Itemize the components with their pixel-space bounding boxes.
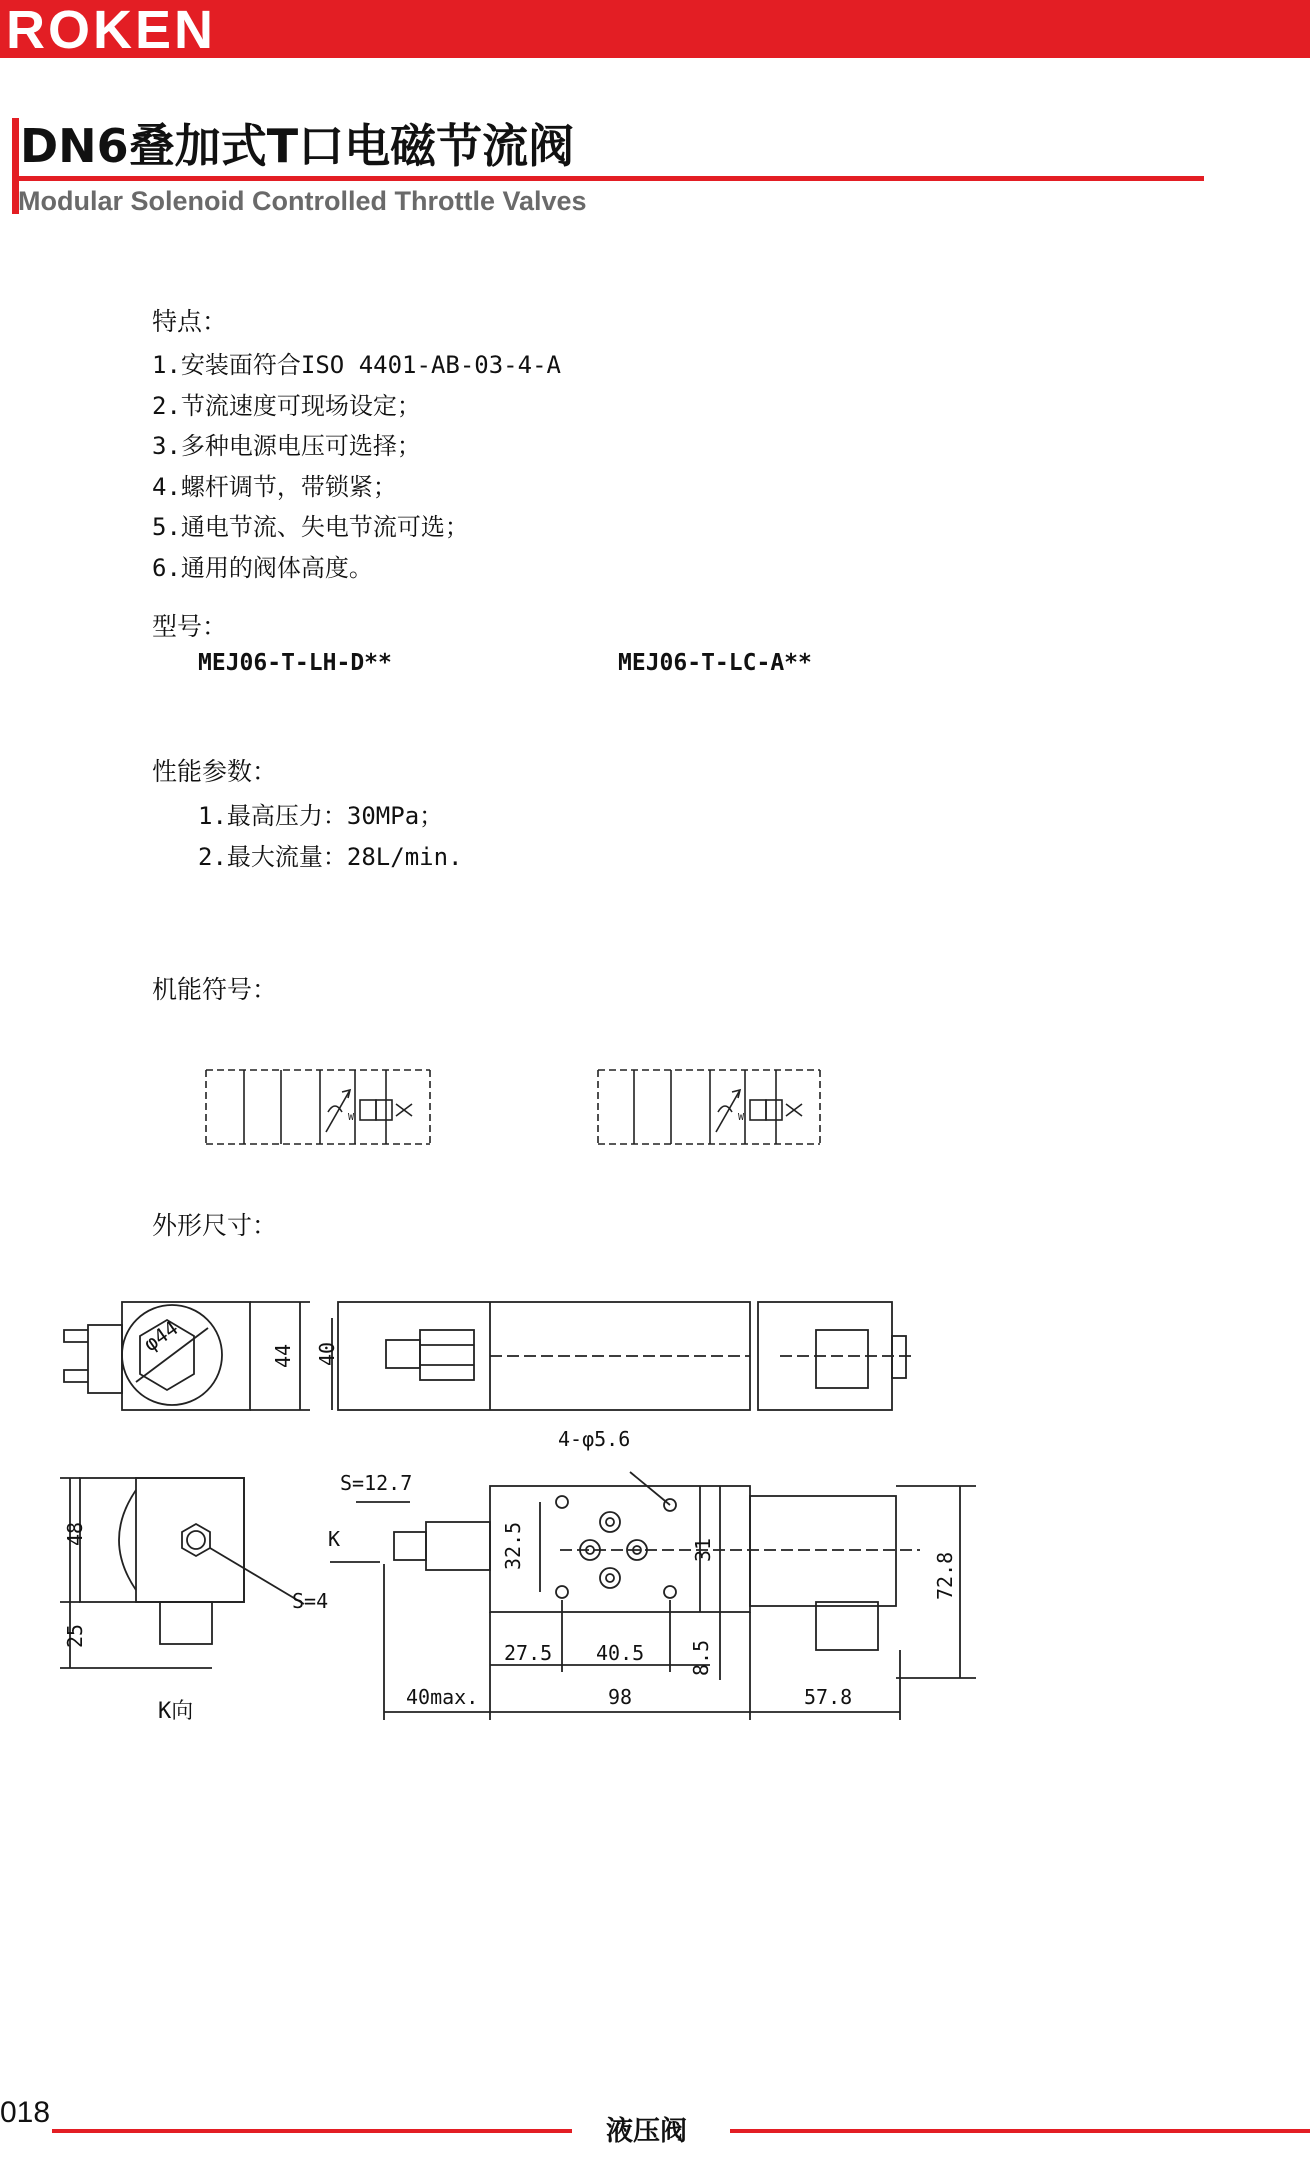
brand-logo: ROKEN <box>6 0 217 60</box>
spring-label: W <box>738 1112 745 1123</box>
dim-label: S=4 <box>292 1589 329 1613</box>
dim-label: 40 <box>315 1341 339 1366</box>
dim-label: 40.5 <box>596 1641 645 1665</box>
footer-rule-left <box>52 2129 572 2133</box>
feature-item: 2.节流速度可现场设定； <box>152 392 421 420</box>
symbol-heading: 机能符号： <box>152 975 278 1004</box>
title-divider <box>12 176 1204 181</box>
k-view-body <box>80 1478 244 1602</box>
feature-item: 5.通电节流、失电节流可选； <box>152 513 469 541</box>
dim-label: K <box>328 1527 341 1551</box>
header-banner <box>0 0 1310 58</box>
performance-item: 2.最大流量：28L/min. <box>198 843 463 871</box>
dim-label: 31 <box>691 1537 715 1562</box>
dim-label: 32.5 <box>501 1521 525 1570</box>
models-heading: 型号： <box>152 612 228 641</box>
feature-item: 1.安装面符合ISO 4401-AB-03-4-A <box>152 351 561 379</box>
dim-label: φ44 <box>139 1315 183 1357</box>
dim-label: S=12.7 <box>340 1471 413 1495</box>
hydraulic-symbol-a <box>200 1060 440 1150</box>
footer-section: 液压阀 <box>606 2116 687 2147</box>
features-heading: 特点： <box>152 307 228 336</box>
page-number: 018 <box>0 2096 51 2129</box>
dimension-drawing <box>0 1270 1310 1750</box>
model-code: MEJ06-T-LC-A** <box>618 650 812 676</box>
dim-label: 48 <box>63 1521 87 1546</box>
hydraulic-symbol-b <box>590 1060 830 1150</box>
dimensions-heading: 外形尺寸： <box>152 1211 278 1240</box>
dim-label: 8.5 <box>689 1639 713 1676</box>
dim-label: K向 <box>158 1699 194 1724</box>
page-title: DN6叠加式T口电磁节流阀 <box>20 119 575 173</box>
feature-item: 6.通用的阀体高度。 <box>152 554 373 582</box>
performance-heading: 性能参数： <box>152 757 278 786</box>
dim-label: 98 <box>608 1685 633 1709</box>
dim-label: 44 <box>271 1343 295 1368</box>
page-subtitle: Modular Solenoid Controlled Throttle Valves <box>18 186 587 216</box>
dim-label: 40max. <box>406 1685 479 1709</box>
footer-rule-right <box>730 2129 1310 2133</box>
performance-item: 1.最高压力：30MPa； <box>198 802 444 830</box>
dim-label: 25 <box>63 1623 87 1648</box>
dim-label: 4-φ5.6 <box>558 1427 631 1451</box>
dim-label: 57.8 <box>804 1685 853 1709</box>
feature-item: 3.多种电源电压可选择； <box>152 432 421 460</box>
dim-label: 27.5 <box>504 1641 553 1665</box>
model-code: MEJ06-T-LH-D** <box>198 650 392 676</box>
feature-item: 4.螺杆调节，带锁紧； <box>152 473 397 501</box>
dim-label: 72.8 <box>933 1551 957 1600</box>
spring-label: W <box>348 1112 355 1123</box>
